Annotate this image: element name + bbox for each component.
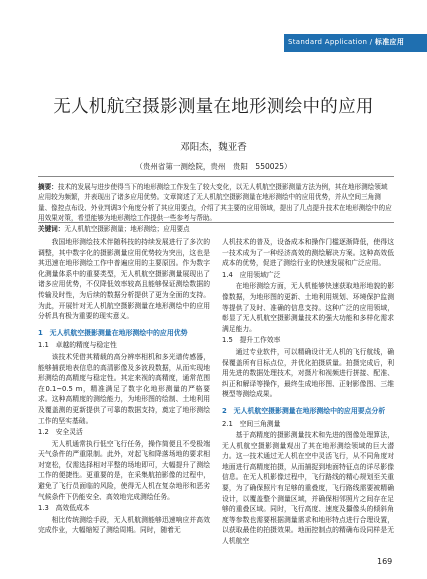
affiliation: （贵州省第一测绘院，贵州 贵阳 550025） [135,162,292,171]
keywords-label: 关键词： [38,224,65,233]
section-2-1-text: 基于高精度的摄影测量技术和先进的图像处理算法，无人机航空摄影测量观出了其在地形测绘领域的巨大潜力。这一技术通过无人机在空中灵活飞行，从不同角度对地面进行高精度拍摄，从而捕捉到地面特征点的详尽影像信息。在无人机影像过程中，飞行路线的精心规划至关重要，为了确保照片有足够的重叠度，飞行路线需要被精确设计，以覆盖整个测量区域，并确保相邻照片之间存在足够的重叠区域。同时，飞行高度、速度及攝像头的倾斜角度等参数也需要根据测量需求和地形特点进行合理设置，以获取最佳的拍摄效果。地面控制点的精确布设同样是无人机航空 [222,431,394,546]
section-1-1-heading: 1.1 卓越的精度与稳定性 [38,341,117,350]
section-1-5-heading: 1.5 提升工作效率 [222,336,281,345]
section-en: Standard Application [288,38,368,46]
section-1-3-text: 相比传统测绘手段，无人机航测能够迅速响应并高效完成作业，大幅缩短了测绘周期。同时，随着无 [38,515,210,535]
authors: 邓阳杰，魏亚香 [180,142,247,153]
section-header [288,37,404,47]
page-number: 169 [377,557,393,566]
article-title: 无人机航空摄影测量在地形测绘中的应用 [53,97,374,117]
abstract [38,182,394,224]
left-column [38,237,210,536]
section-1-2-text: 无人机通常执行低空飞行任务，操作简便且不受极端天气条件的严重限制。此外，对起飞和降落场地的要求相对宽松，仅需选择相对平整的场地即可，大幅提升了测绘工作的便捷性。更重要的是，在采集航拍影像的过程中，避免了飞行员面临的风险，使得无人机在复杂地形和恶劣气候条件下仍能安全、高效地完成测绘任务。 [38,439,210,501]
section-1-2-heading: 1.2 安全灵活 [38,428,83,437]
abstract-block [38,182,394,234]
section-2-1-heading: 2.1 空间三角测量 [222,419,281,428]
section-1-heading: 1 无人机航空摄影测量在地形测绘中的应用优势 [38,328,188,337]
continued-paragraph: 人机技术的普及，设备成本和操作门槛逐渐降低，使得这一技术成为了一种经济高效的测绘解决方案。这种高效低成本的优势，促进了测绘行业的快速发展和广泛应用。 [222,238,394,268]
abstract-label: 摘要： [38,183,58,191]
intro-paragraph: 我国地形测绘技术伴随科技的持续发展进行了多次的调整，其中数字化的摄影测量应用优势较为突出，这也是其迅速在地形测绘工作中普遍应用的主要原因。作为数字化测量体系中的重要类型，无人机航空摄影测量展现出了诸多应用优势，不仅降低效率较高且能够保证测绘数据的传输及时性，为后续的数据分析提供了更为全面的支持。为此，开展针对无人机航空摄影测量在地形测绘中的应用分析具有极为重要的现实意义。 [38,238,210,321]
section-1-3-heading: 1.3 高效低成本 [38,504,90,513]
abstract-top-rule [38,176,394,177]
abstract-text: 技术的发展与进步使得当下的地形测绘工作发生了较大变化，以无人机航空摄影测量方法为例，其在地形测绘领域应用较为频繁，并表现出了诸多应用优势。文章简述了无人机航空摄影测量在地形测绘中的应用优势，并从空间三角测量、像控点布设、外业判调3个角度分析了其应用要点，介绍了其主要的应用领域，提出了几点提升技术在地形测绘中的应用效果对策，希望能够为地形测绘工作提供一些参考与帮助。 [38,183,392,223]
section-1-4-heading: 1.4 应用领域广泛 [222,270,281,279]
section-1-5-text: 通过专业软件，可以精确设计无人机的飞行航线，确保覆盖所有目标点位，并优化拍摄质量。拍摄完成后，利用先进的数据处理技术，对摄片和视频进行拼接、配准、纠正和解译等操作，最终生成地形图、正射影像图、三维模型等测绘成果。 [222,347,394,399]
keywords [38,224,394,234]
right-column [222,237,394,547]
section-1-1-text: 该技术凭借其精载的高分辨率相机和多光谱传感器，能够捕获地表信息的高清影像及多波段数据，从而实现地形测绘的高精度与稳定性。其定来视的高精度，通常范围在0.1~0.5 m，精准满足了数字化地形测量的严格要求。这种高精度的测绘能力，为地形图的绘制、土地利用及覆盖测的更新提供了可靠的数据支持，奠定了地形测绘工作的坚实基础。 [38,352,210,425]
abstract-bottom-rule [38,222,394,223]
section-1-4-text: 在地形测绘方面，无人机能够快速获取地形地貌的影像数据，为地形图的更新、土地利用规划、环境保护监测等提供了及时、准确的信息支持。这种广泛的应用领域，彰显了无人机航空摄影测量技术的强大功能和多样化需求满足能力。 [222,282,394,333]
section-2-heading: 2 无人机航空摄影测量在地形测绘中的应用要点分析 [222,406,386,415]
section-sep: / [369,38,373,46]
section-cn: 标准应用 [374,38,405,46]
keywords-text: 无人机航空摄影测量；地形测绘；应用要点 [64,224,190,233]
